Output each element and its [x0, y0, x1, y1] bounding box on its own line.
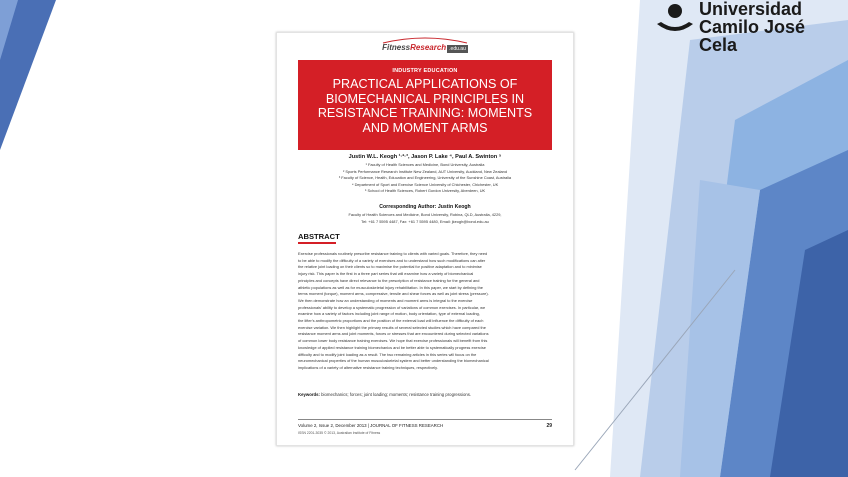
abstract-line: principles and concepts have direct relevance to the prescription of resistance training for the general and — [298, 277, 480, 283]
abstract-line: resistance moment arms and joint moments, forces or stresses that are encountered during selected variations — [298, 331, 489, 337]
keywords-text: biomechanics; forces; joint loading; moments; resistance training progressions. — [319, 392, 472, 397]
corresponding-line: Tel: +61 7 5595 4487, Fax: +61 7 5595 4480, Email: jkeogh@bond.edu.au — [361, 218, 489, 224]
affiliation-line: ⁵ School of Health Sciences, Robert Gordon University, Aberdeen, UK — [364, 188, 486, 194]
abstract-line: knowledge of applied resistance training biomechanics and be better able to systematically progress exercise — [298, 344, 486, 350]
corresponding-author-details — [277, 212, 573, 225]
abstract-line: examine how a variety of factors including joint range of motion, body orientation, type of external loading, — [298, 311, 480, 317]
corresponding-author-heading: Corresponding Author: Justin Keogh — [379, 204, 471, 210]
issn-line: ISSN 2201-3035 © 2013, Australian Institute of Fitness — [298, 431, 381, 435]
abstract-heading: ABSTRACT — [298, 232, 340, 241]
affiliation-line: ⁴ Department of Sport and Exercise Science University of Chichester, Chichester, UK — [351, 181, 499, 187]
paper-title: PRACTICAL APPLICATIONS OF BIOMECHANICAL PRINCIPLES IN RESISTANCE TRAINING: MOMENTS AND MOMENT ARMS — [317, 77, 533, 135]
affiliations — [277, 162, 573, 195]
abstract-line: the relative joint loading on their clients so to maximise the potential for positive adaptation and to minimise — [298, 264, 482, 270]
abstract-line: injury risk. This paper is the first in a three part series that will examine how a variety of biomechanical — [298, 271, 474, 277]
university-name — [699, 0, 848, 54]
footer-rule — [298, 419, 552, 420]
footer-journal-info: Volume 2, Issue 2, December 2013 | JOURNAL OF FITNESS RESEARCH — [298, 423, 444, 428]
abstract-line: terms moment (torque), moment arms, compressive, tensile and shear forces as well as joint stress (pressure). — [298, 291, 489, 297]
university-name-line1: Universidad — [699, 0, 803, 19]
ucjc-emblem-icon — [655, 2, 695, 36]
abstract-line: athletic populations as well as for musculoskeletal injury rehabilitation. In this paper, we start by defining the — [298, 284, 483, 290]
corresponding-line: Faculty of Health Sciences and Medicine, Bond University, Robina, QLD, Australia, 4229, — [348, 212, 502, 217]
affiliation-line: ¹ Faculty of Health Sciences and Medicine, Bond University, Australia — [365, 162, 485, 167]
abstract-line: of common lower body resistance training exercises. We hope that exercise professionals will benefit from this — [298, 338, 488, 344]
abstract-line: Exercise professionals routinely prescribe resistance training to clients with varied goals. Therefore, they need — [298, 251, 488, 256]
page-footer — [298, 423, 552, 428]
journal-logo-domain: .edu.au — [449, 46, 466, 52]
affiliation-line: ³ Faculty of Science, Health, Education and Engineering, University of the Sunshine Coast, Australia — [338, 175, 512, 181]
abstract-line: the lifter's anthropometric proportions and the position of the external load will influence the difficulty of each — [298, 318, 484, 324]
abstract-body — [298, 251, 552, 372]
journal-logo-part2: Research — [410, 43, 447, 52]
abstract-line: implications of a variety of alternative resistance training techniques, respectively. — [298, 364, 438, 370]
section-kicker: INDUSTRY EDUCATION — [392, 68, 458, 74]
abstract-line: We then demonstrate how an understanding of moments and moment arms is integral to the exercise — [298, 297, 473, 303]
abstract-underline — [298, 242, 336, 244]
abstract-line: neuromechanical properties of the human musculoskeletal system and better understanding the biomechanical — [298, 358, 489, 364]
abstract-line: difficulty and to modify joint loading as a result. The two remaining articles in this series will focus on the — [298, 351, 477, 357]
university-name-line2: Camilo José Cela — [699, 17, 806, 55]
abstract-line: exercise variation. We then highlight the primary results of several selected studies which have compared the — [298, 324, 486, 330]
abstract-line: professionals' ability to develop a systematic progression of variations of common exercises. In particular, we — [298, 304, 486, 310]
page-number: 29 — [546, 423, 552, 429]
abstract-line: to be able to modify the difficulty of a variety of exercises and to understand how such modifications can alter — [298, 257, 486, 263]
keywords-label: Keywords: — [298, 392, 320, 397]
keywords — [298, 392, 471, 397]
author-list: Justin W.L. Keogh ¹·²·³, Jason P. Lake ⁴, Paul A. Swinton ⁵ — [348, 154, 502, 160]
affiliation-line: ² Sports Performance Research Institute New Zealand, AUT University, Auckland, New Zealand — [343, 168, 507, 174]
journal-logo-part1: Fitness — [382, 43, 411, 52]
journal-logo — [277, 43, 573, 52]
university-logo — [655, 0, 848, 55]
title-banner — [298, 60, 552, 150]
paper-page — [276, 32, 574, 446]
